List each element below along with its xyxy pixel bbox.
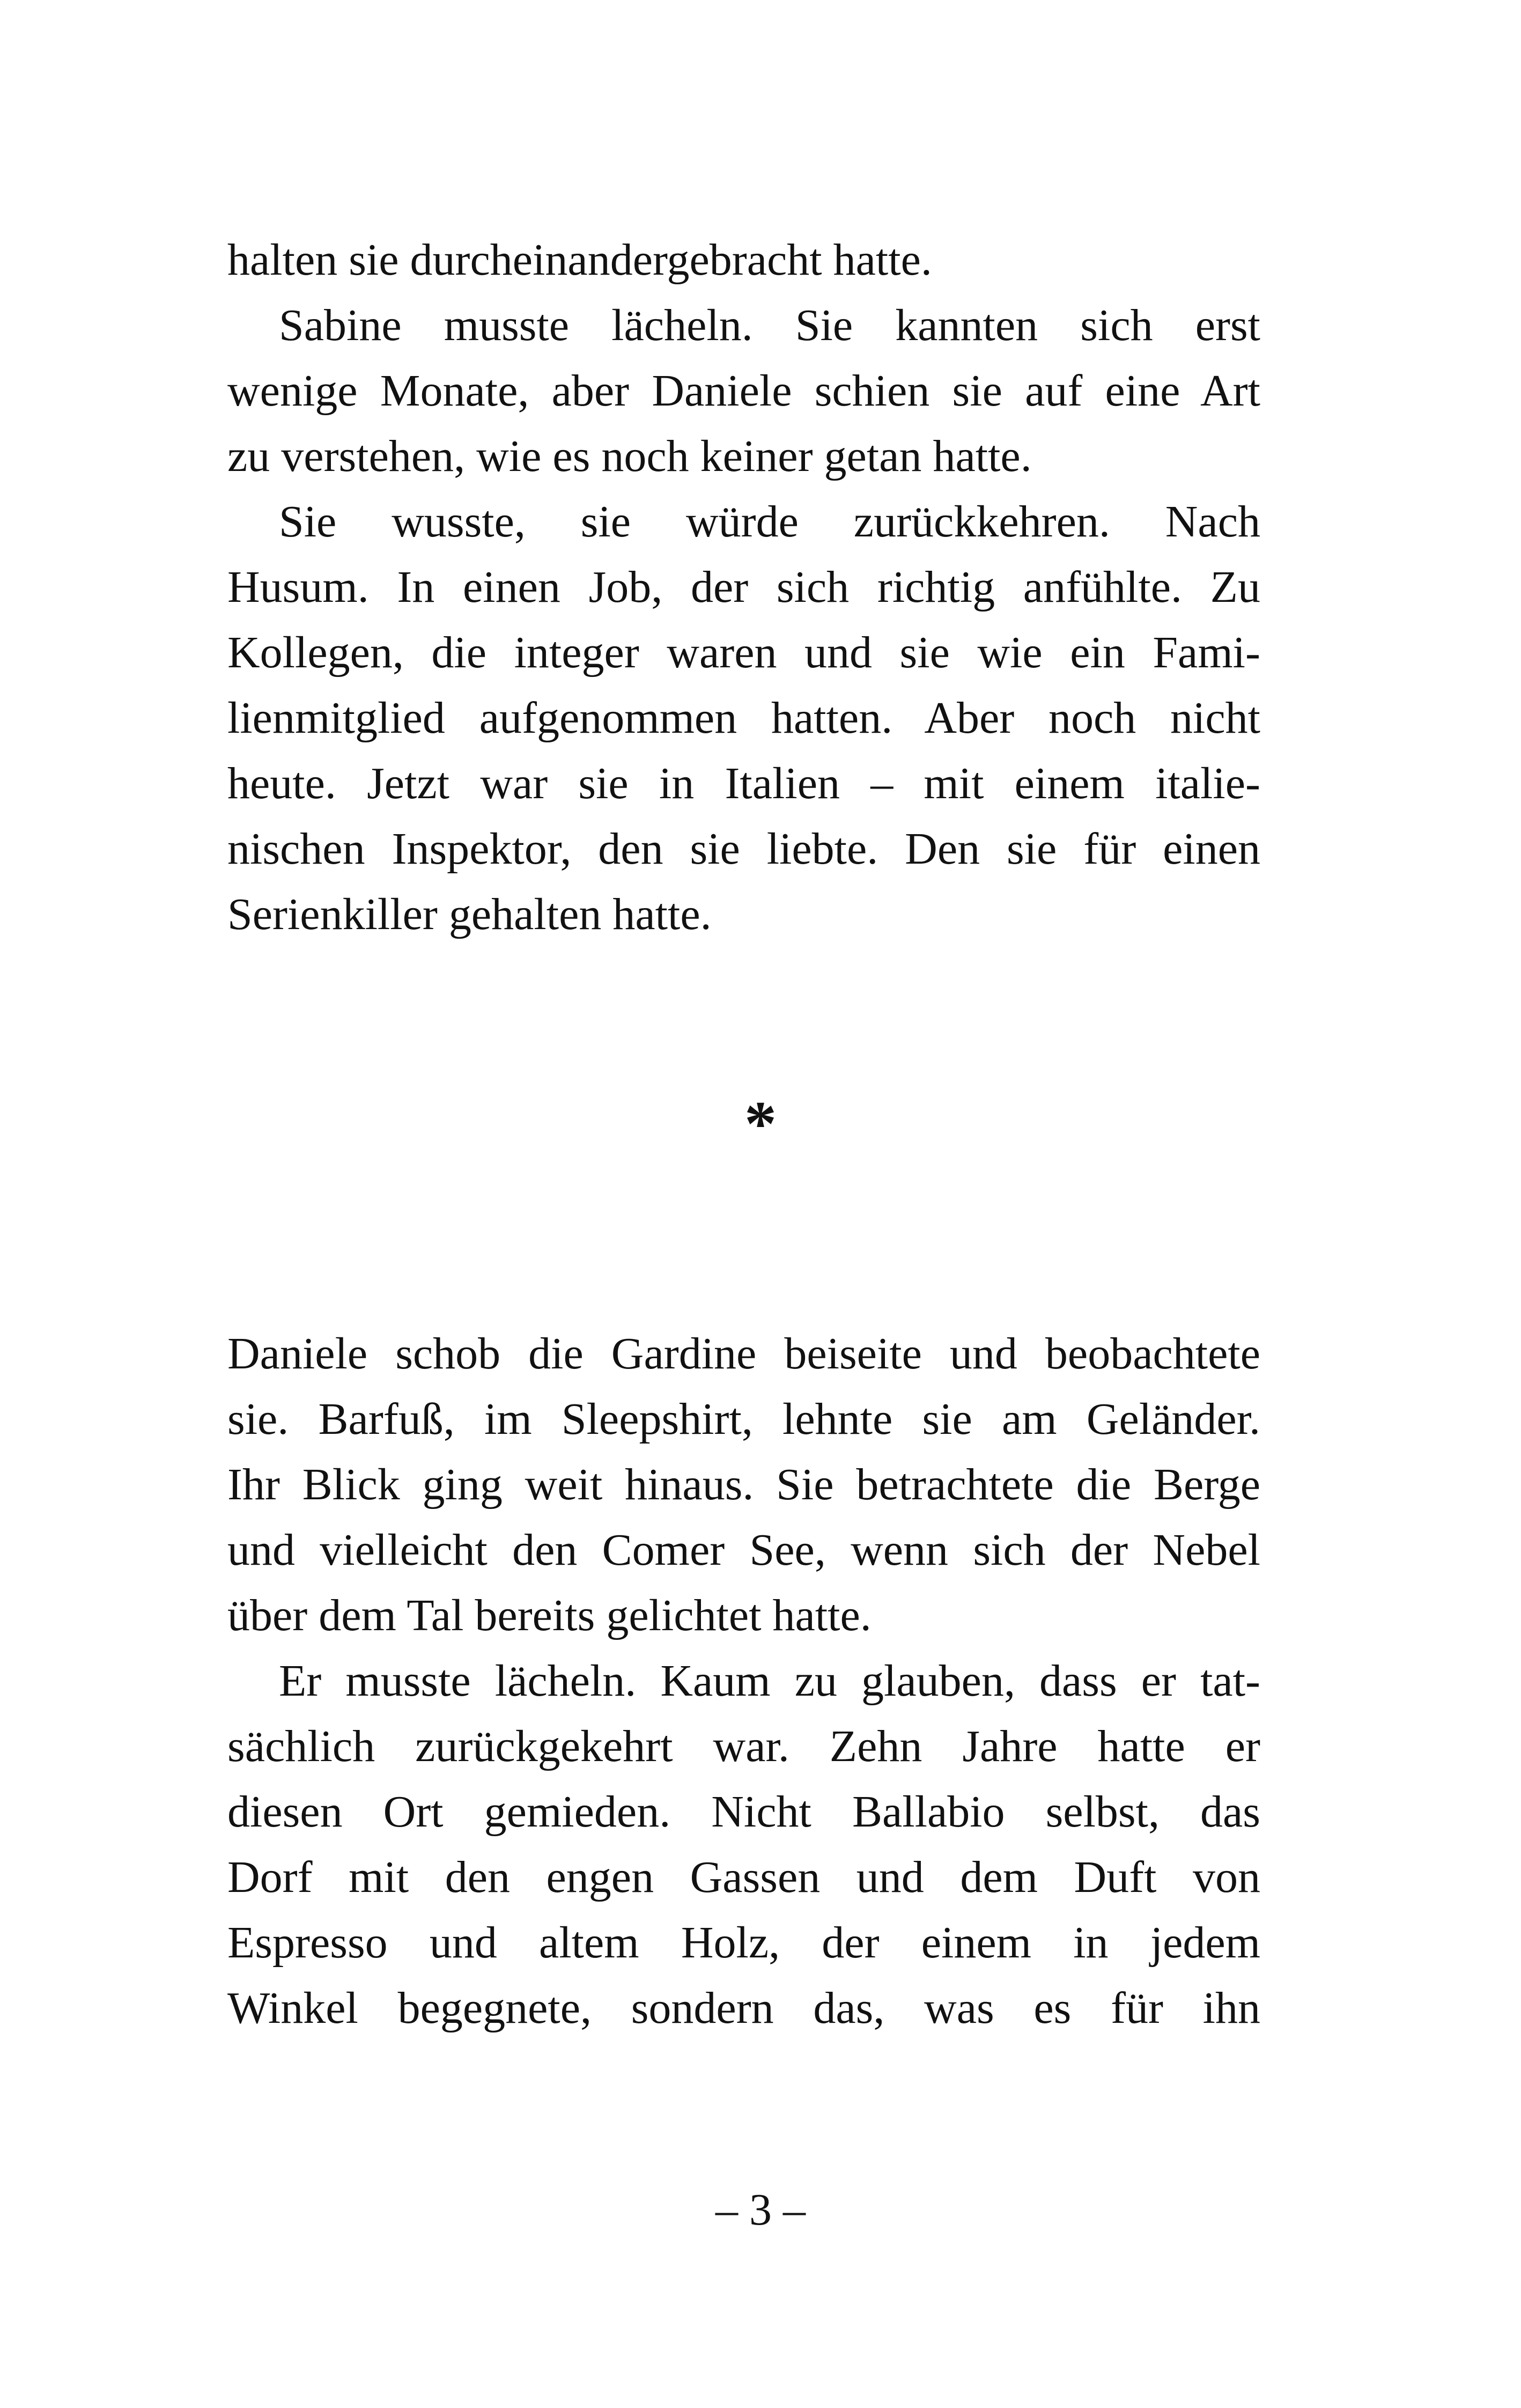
text-line: sie. Barfuß, im Sleepshirt, lehnte sie am Geländer. [227,1394,1260,1444]
scene-separator-asterisk: * [744,1088,777,1159]
text-line: wenige Monate, aber Daniele schien sie auf eine Art [227,366,1260,416]
text-line: Dorf mit den engen Gassen und dem Duft von [227,1852,1260,1902]
text-line: Sabine musste lächeln. Sie kannten sich erst [279,300,1260,350]
text-line: und vielleicht den Comer See, wenn sich der Nebel [227,1525,1260,1575]
text-line: halten sie durcheinandergebracht hatte. [227,235,932,285]
text-line: zu verstehen, wie es noch keiner getan hatte. [227,431,1032,481]
text-line: Sie wusste, sie würde zurückkehren. Nach [279,497,1260,547]
text-line: Ihr Blick ging weit hinaus. Sie betrachtete die Berge [227,1460,1260,1509]
text-line: Winkel begegnete, sondern das, was es für ihn [227,1983,1260,2033]
text-line: nischen Inspektor, den sie liebte. Den sie für einen [227,824,1260,874]
text-line: Daniele schob die Gardine beiseite und beobachtete [227,1329,1260,1379]
text-line: Espresso und altem Holz, der einem in jedem [227,1918,1260,1968]
text-line: Serienkiller gehalten hatte. [227,889,712,939]
text-line: über dem Tal bereits gelichtet hatte. [227,1590,872,1640]
text-line: lienmitglied aufgenommen hatten. Aber noch nicht [227,693,1260,743]
text-line: heute. Jetzt war sie in Italien – mit einem italie- [227,759,1260,808]
text-line: Husum. In einen Job, der sich richtig anfühlte. Zu [227,562,1260,612]
text-line: diesen Ort gemieden. Nicht Ballabio selbst, das [227,1787,1260,1837]
text-line: sächlich zurückgekehrt war. Zehn Jahre hatte er [227,1721,1260,1771]
page-number: – 3 – [715,2185,806,2235]
text-line: Kollegen, die integer waren und sie wie ein Fami- [227,628,1260,678]
text-line: Er musste lächeln. Kaum zu glauben, dass er tat- [279,1656,1260,1706]
